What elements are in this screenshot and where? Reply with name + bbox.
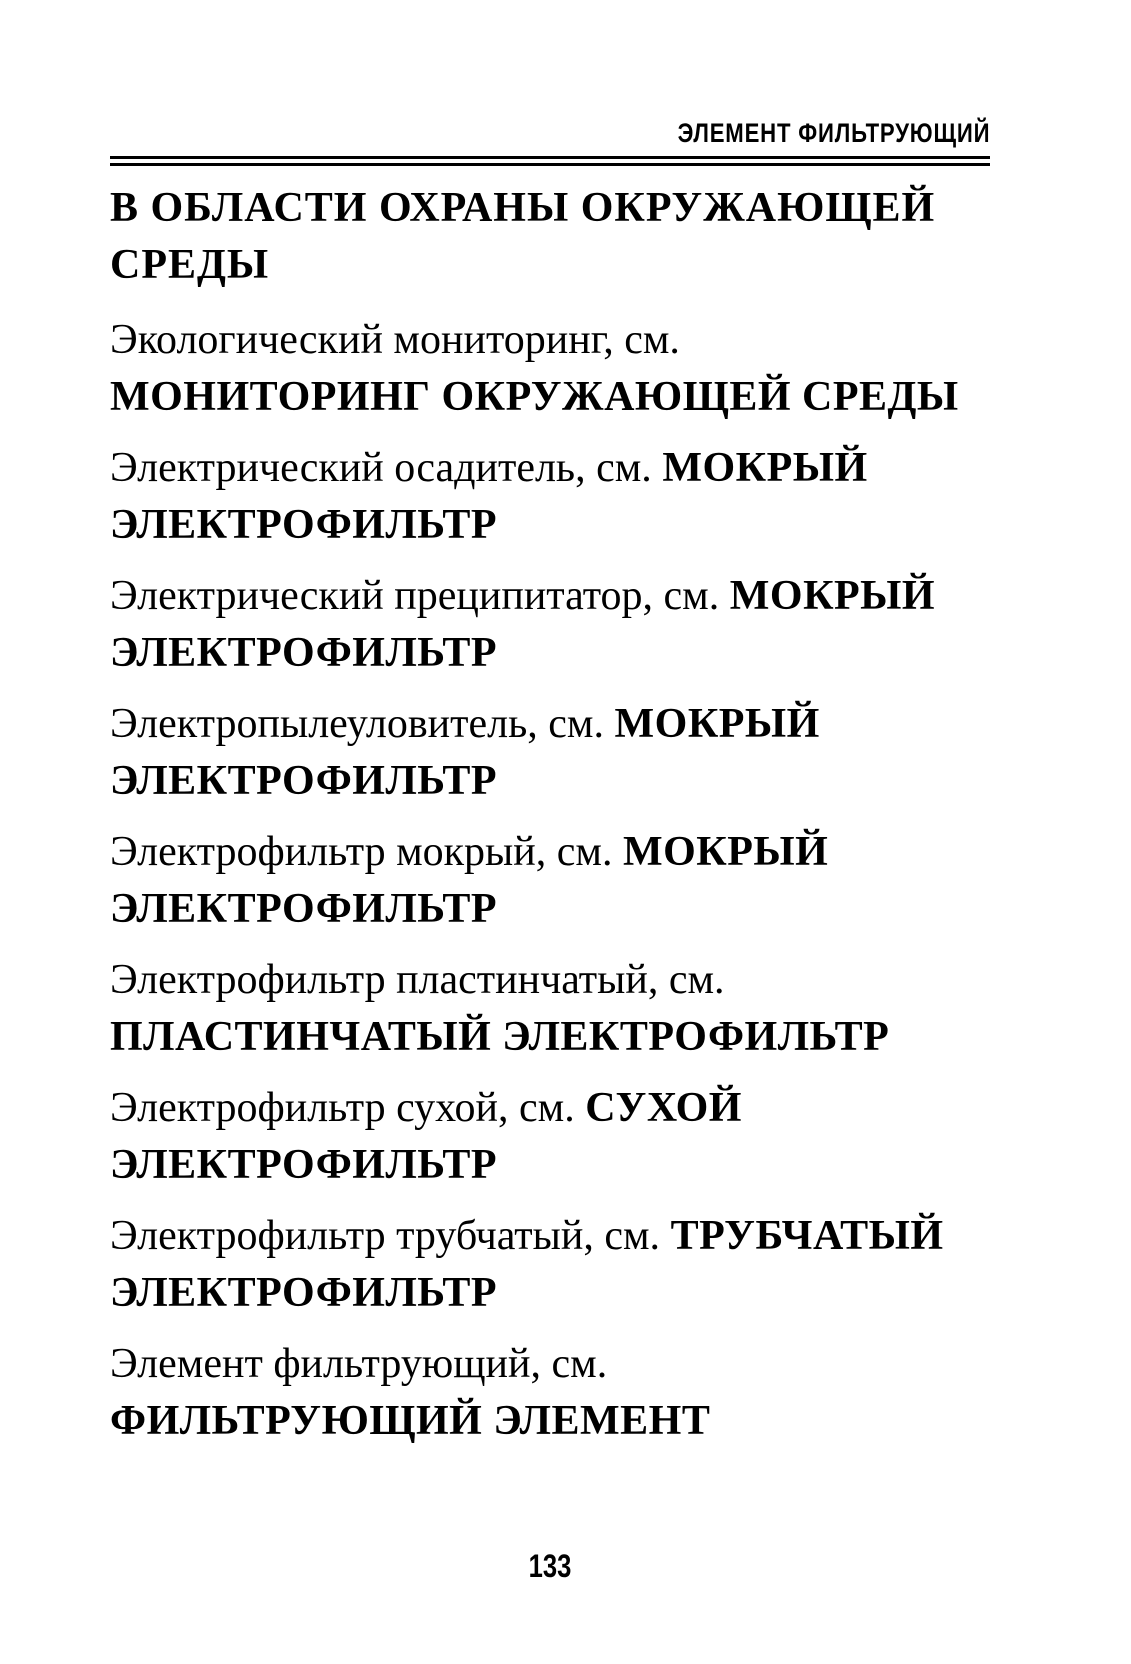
dictionary-entry xyxy=(110,1208,990,1322)
entry-term: Электрический преципитатор, xyxy=(110,573,654,619)
entry-term: Электрофильтр мокрый, xyxy=(110,829,547,875)
entry-term: Электропылеуловитель, xyxy=(110,701,538,747)
dictionary-entry xyxy=(110,312,990,426)
cross-reference: ПЛАСТИНЧАТЫЙ ЭЛЕКТРОФИЛЬТР xyxy=(110,1014,890,1060)
dictionary-entry xyxy=(110,440,990,554)
dictionary-entry xyxy=(110,696,990,810)
page-content xyxy=(110,180,990,1464)
cross-reference: ТРУБЧАТЫЙ ЭЛЕКТРОФИЛЬТР xyxy=(110,1213,944,1316)
see-reference: см. xyxy=(663,573,720,619)
cross-reference: ФИЛЬТРУЮЩИЙ ЭЛЕМЕНТ xyxy=(110,1398,711,1444)
dictionary-entry xyxy=(110,824,990,938)
header-rule xyxy=(110,156,990,166)
entry-term: Электрофильтр сухой, xyxy=(110,1085,509,1131)
see-reference: см. xyxy=(668,957,725,1003)
see-reference: см. xyxy=(596,445,652,491)
dictionary-entry xyxy=(110,1080,990,1194)
cross-reference: МОНИТОРИНГ ОКРУЖАЮЩЕЙ СРЕДЫ xyxy=(110,374,959,420)
entry-term: Элемент фильтрующий, xyxy=(110,1341,542,1387)
see-reference: см. xyxy=(548,701,605,747)
see-reference: см. xyxy=(624,317,680,363)
book-page xyxy=(110,118,990,1584)
dictionary-entry xyxy=(110,1336,990,1450)
entry-term: Электрофильтр трубчатый, xyxy=(110,1213,594,1259)
page-number: 133 xyxy=(528,1548,572,1584)
see-reference: см. xyxy=(556,829,613,875)
entry-term: Электрический осадитель, xyxy=(110,445,586,491)
running-head: ЭЛЕМЕНТ ФИЛЬТРУЮЩИЙ xyxy=(677,118,990,148)
see-reference: см. xyxy=(519,1085,575,1131)
dictionary-entry xyxy=(110,952,990,1066)
continued-heading: В ОБЛАСТИ ОХРАНЫ ОКРУЖАЮЩЕЙ СРЕДЫ xyxy=(110,185,936,288)
entry-term: Электрофильтр пластинчатый, xyxy=(110,957,659,1003)
cross-reference: МОКРЫЙ ЭЛЕКТРОФИЛЬТР xyxy=(110,701,820,804)
see-reference: см. xyxy=(604,1213,661,1259)
entry-term: Экологический мониторинг, xyxy=(110,317,614,363)
cross-reference: МОКРЫЙ ЭЛЕКТРОФИЛЬТР xyxy=(110,573,936,676)
see-reference: см. xyxy=(551,1341,608,1387)
cross-reference: СУХОЙ ЭЛЕКТРОФИЛЬТР xyxy=(110,1085,742,1188)
cross-reference: МОКРЫЙ ЭЛЕКТРОФИЛЬТР xyxy=(110,829,829,932)
dictionary-entry xyxy=(110,568,990,682)
cross-reference: МОКРЫЙ ЭЛЕКТРОФИЛЬТР xyxy=(110,445,868,548)
